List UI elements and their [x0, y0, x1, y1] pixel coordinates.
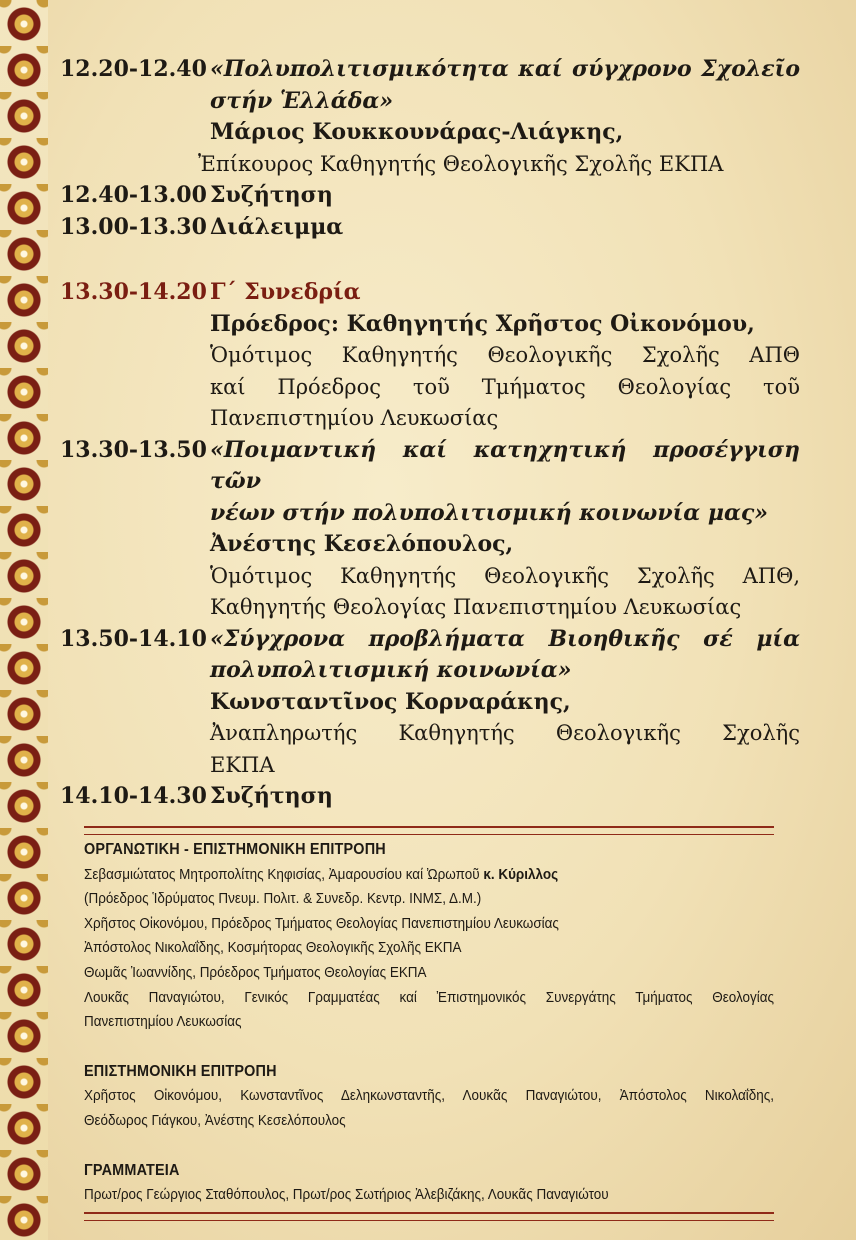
time-slot: 13.30-13.50: [60, 436, 207, 463]
scientific-committee-heading: ΕΠΙΣΤΗΜΟΝΙΚΗ ΕΠΙΤΡΟΠΗ: [84, 1062, 277, 1080]
committee-member: Θωμᾶς Ἰωαννίδης, Πρόεδρος Τμήματος Θεολογίας ΕΚΠΑ: [84, 964, 427, 981]
program-schedule: [60, 54, 800, 813]
committee-member: (Πρόεδρος Ἱδρύματος Πνευμ. Πολιτ. & Συνεδρ. Κεντρ. ΙΝΜΣ, Δ.Μ.): [84, 891, 482, 908]
section-spacer: [84, 1035, 774, 1060]
time-slot: 13.00-13.30: [60, 213, 207, 240]
discussion-label: Συζήτηση: [210, 783, 333, 809]
program-row: [60, 212, 800, 244]
program-row: [60, 435, 800, 624]
speaker-affiliation: ΕΚΠΑ: [210, 752, 275, 777]
talk-title: «Πολυπολιτισμικότητα καί σύγχρονο Σχολεῖο: [210, 56, 800, 82]
program-row: [60, 180, 800, 212]
talk-title: νέων στήν πολυπολιτισμική κοινωνία μας»: [210, 499, 769, 526]
speaker-affiliation: Καθηγητής Θεολογίας Πανεπιστημίου Λευκωσίας: [210, 595, 742, 619]
committees-section: [84, 838, 774, 1208]
committee-member-bold: κ. Κύριλλος: [483, 866, 559, 883]
speaker-affiliation: Ὁμότιμος Καθηγητής Θεολογικῆς Σχολῆς ΑΠΘ,: [210, 563, 800, 588]
committee-member: Πρωτ/ρος Γεώργιος Σταθόπουλος, Πρωτ/ρος Σωτήριος Ἀλεβιζάκης, Λουκᾶς Παναγιώτου: [84, 1187, 609, 1204]
break-label: Διάλειμμα: [210, 213, 344, 240]
session-row: [60, 277, 800, 435]
time-slot: 14.10-14.30: [60, 783, 207, 809]
section-spacer: [60, 243, 800, 277]
session-block: [210, 277, 800, 435]
chair-affiliation: Πανεπιστημίου Λευκωσίας: [210, 406, 499, 430]
talk-block: [210, 624, 800, 782]
discussion-label: Συζήτηση: [210, 182, 333, 208]
speaker-name: Κωνσταντῖνος Κορναράκης,: [210, 688, 571, 715]
talk-title: «Ποιμαντική καί κατηχητική προσέγγιση τῶν: [210, 436, 800, 494]
chair-affiliation: καί Πρόεδρος τοῦ Τμήματος Θεολογίας τοῦ: [210, 374, 800, 399]
program-row: [60, 54, 800, 180]
committee-member-text: Σεβασμιώτατος Μητροπολίτης Κηφισίας, Ἀμαρουσίου καί Ὠρωποῦ: [84, 866, 484, 883]
chair-affiliation: Ὁμότιμος Καθηγητής Θεολογικῆς Σχολῆς ΑΠΘ: [210, 343, 800, 367]
time-slot: 12.40-13.00: [60, 182, 207, 208]
speaker-name: Ἀνέστης Κεσελόπουλος,: [210, 531, 514, 557]
talk-block: [198, 54, 800, 180]
speaker-name: Μάριος Κουκκουνάρας-Λιάγκης,: [210, 119, 624, 145]
speaker-affiliation: Ἀναπληρωτής Καθηγητής Θεολογικῆς Σχολῆς: [210, 721, 800, 745]
talk-block: [210, 435, 800, 624]
session-chair: Πρόεδρος: Καθηγητής Χρῆστος Οἰκονόμου,: [210, 310, 755, 337]
committee-member: Χρῆστος Οἰκονόμου, Κωνσταντῖνος Δεληκωνσταντῆς, Λουκᾶς Παναγιώτου, Ἀπόστολος Νικολαΐδης,: [84, 1088, 775, 1105]
committee-member: Λουκᾶς Παναγιώτου, Γενικός Γραμματέας καί Ἐπιστημονικός Συνεργάτης Τμήματος Θεολογίας: [84, 989, 775, 1006]
program-row: [60, 781, 800, 813]
talk-title: «Σύγχρονα προβλήματα Βιοηθικῆς σέ μία: [210, 625, 800, 652]
ornamental-border: [0, 0, 48, 1240]
secretariat-heading: ΓΡΑΜΜΑΤΕΙΑ: [84, 1161, 180, 1179]
committee-member: Ἀπόστολος Νικολαΐδης, Κοσμήτορας Θεολογικῆς Σχολῆς ΕΚΠΑ: [84, 940, 462, 957]
organizing-committee-heading: ΟΡΓΑΝΩΤΙΚΗ - ΕΠΙΣΤΗΜΟΝΙΚΗ ΕΠΙΤΡΟΠΗ: [84, 841, 386, 858]
committee-member: Πανεπιστημίου Λευκωσίας: [84, 1014, 242, 1031]
divider-rule: [84, 826, 774, 835]
speaker-affiliation: Ἐπίκουρος Καθηγητής Θεολογικῆς Σχολῆς ΕΚΠΑ: [198, 151, 724, 176]
program-row: [60, 624, 800, 782]
talk-title: πολυπολιτισμική κοινωνία»: [210, 657, 572, 683]
committee-member: Χρῆστος Οἰκονόμου, Πρόεδρος Τμήματος Θεολογίας Πανεπιστημίου Λευκωσίας: [84, 915, 559, 932]
bottom-divider-rule: [84, 1212, 774, 1221]
talk-title: στήν Ἑλλάδα»: [210, 87, 394, 114]
committee-member: Θεόδωρος Γιάγκου, Ἀνέστης Κεσελόπουλος: [84, 1112, 346, 1129]
session-time: 13.30-14.20: [60, 279, 207, 305]
time-slot: 12.20-12.40: [60, 56, 207, 82]
committee-member: [84, 863, 774, 888]
session-title: Γ΄ Συνεδρία: [210, 279, 361, 305]
section-spacer: [84, 1134, 774, 1159]
time-slot: 13.50-14.10: [60, 625, 207, 652]
